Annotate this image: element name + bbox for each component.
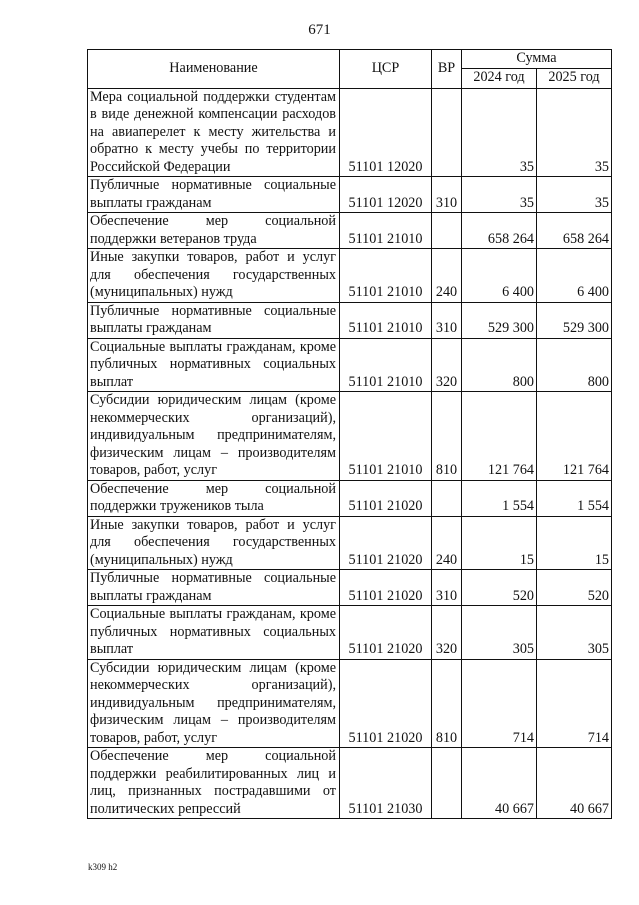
row-name-cell: Субсидии юридическим лицам (кроме некоммерческих организаций), индивидуальным предпринимателям, физическим лицам – производителям товаров, работ, услуг <box>88 392 340 481</box>
table-row <box>88 748 612 819</box>
row-vr-cell <box>432 88 462 177</box>
row-sum-2025-cell: 35 <box>537 88 612 177</box>
row-name-cell: Иные закупки товаров, работ и услуг для обеспечения государственных (муниципальных) нужд <box>88 249 340 303</box>
table-row <box>88 213 612 249</box>
row-sum-2024-cell: 800 <box>462 338 537 392</box>
row-csr-cell: 51101 21020 <box>340 480 432 516</box>
row-sum-2025-cell: 15 <box>537 516 612 570</box>
row-csr-cell: 51101 21030 <box>340 748 432 819</box>
table-row <box>88 516 612 570</box>
row-name-cell: Публичные нормативные социальные выплаты гражданам <box>88 570 340 606</box>
row-sum-2025-cell: 800 <box>537 338 612 392</box>
header-sum: Сумма <box>462 50 612 69</box>
table-row <box>88 302 612 338</box>
row-sum-2025-cell: 529 300 <box>537 302 612 338</box>
row-sum-2024-cell: 1 554 <box>462 480 537 516</box>
table-row <box>88 570 612 606</box>
row-csr-cell: 51101 21010 <box>340 302 432 338</box>
row-sum-2025-cell: 714 <box>537 659 612 748</box>
row-vr-cell: 310 <box>432 177 462 213</box>
row-csr-cell: 51101 21020 <box>340 516 432 570</box>
row-name-cell: Мера социальной поддержки студентам в виде денежной компенсации расходов на авиаперелет к месту жительства и обратно к месту учебы по территории Российской Федерации <box>88 88 340 177</box>
page-number: 671 <box>308 22 331 38</box>
row-name-cell: Публичные нормативные социальные выплаты гражданам <box>88 302 340 338</box>
row-vr-cell: 240 <box>432 249 462 303</box>
table-row <box>88 88 612 177</box>
row-csr-cell: 51101 12020 <box>340 88 432 177</box>
table-row <box>88 392 612 481</box>
row-sum-2024-cell: 35 <box>462 177 537 213</box>
row-name-cell: Обеспечение мер социальной поддержки ветеранов труда <box>88 213 340 249</box>
row-vr-cell: 310 <box>432 302 462 338</box>
row-vr-cell: 810 <box>432 659 462 748</box>
row-vr-cell: 810 <box>432 392 462 481</box>
row-name-cell: Обеспечение мер социальной поддержки реабилитированных лиц и лиц, признанных пострадавшими от политических репрессий <box>88 748 340 819</box>
table-row <box>88 177 612 213</box>
row-sum-2024-cell: 6 400 <box>462 249 537 303</box>
row-sum-2025-cell: 305 <box>537 606 612 660</box>
row-sum-2024-cell: 520 <box>462 570 537 606</box>
row-csr-cell: 51101 12020 <box>340 177 432 213</box>
budget-table <box>87 49 612 819</box>
row-vr-cell <box>432 480 462 516</box>
row-csr-cell: 51101 21010 <box>340 213 432 249</box>
header-year-2024: 2024 год <box>462 68 537 88</box>
row-name-cell: Публичные нормативные социальные выплаты гражданам <box>88 177 340 213</box>
row-csr-cell: 51101 21010 <box>340 338 432 392</box>
row-sum-2024-cell: 305 <box>462 606 537 660</box>
table-row <box>88 606 612 660</box>
table-row <box>88 249 612 303</box>
row-sum-2025-cell: 35 <box>537 177 612 213</box>
row-sum-2025-cell: 1 554 <box>537 480 612 516</box>
row-sum-2025-cell: 121 764 <box>537 392 612 481</box>
row-vr-cell: 320 <box>432 338 462 392</box>
row-name-cell: Социальные выплаты гражданам, кроме публичных нормативных социальных выплат <box>88 338 340 392</box>
row-csr-cell: 51101 21020 <box>340 659 432 748</box>
row-vr-cell <box>432 748 462 819</box>
row-vr-cell <box>432 213 462 249</box>
row-sum-2024-cell: 15 <box>462 516 537 570</box>
row-sum-2024-cell: 529 300 <box>462 302 537 338</box>
table-header <box>88 50 612 89</box>
header-name: Наименование <box>88 50 340 89</box>
row-sum-2024-cell: 40 667 <box>462 748 537 819</box>
row-name-cell: Иные закупки товаров, работ и услуг для обеспечения государственных (муниципальных) нужд <box>88 516 340 570</box>
row-sum-2025-cell: 6 400 <box>537 249 612 303</box>
row-sum-2024-cell: 714 <box>462 659 537 748</box>
row-vr-cell: 310 <box>432 570 462 606</box>
row-csr-cell: 51101 21010 <box>340 392 432 481</box>
row-sum-2025-cell: 40 667 <box>537 748 612 819</box>
header-year-2025: 2025 год <box>537 68 612 88</box>
row-vr-cell: 320 <box>432 606 462 660</box>
row-name-cell: Обеспечение мер социальной поддержки тружеников тыла <box>88 480 340 516</box>
table-row <box>88 659 612 748</box>
row-sum-2025-cell: 658 264 <box>537 213 612 249</box>
row-name-cell: Социальные выплаты гражданам, кроме публичных нормативных социальных выплат <box>88 606 340 660</box>
row-csr-cell: 51101 21020 <box>340 570 432 606</box>
row-name-cell: Субсидии юридическим лицам (кроме некоммерческих организаций), индивидуальным предпринимателям, физическим лицам – производителям товаров, работ, услуг <box>88 659 340 748</box>
header-csr: ЦСР <box>340 50 432 89</box>
row-sum-2025-cell: 520 <box>537 570 612 606</box>
row-csr-cell: 51101 21020 <box>340 606 432 660</box>
row-sum-2024-cell: 121 764 <box>462 392 537 481</box>
table-row <box>88 480 612 516</box>
table-row <box>88 338 612 392</box>
row-sum-2024-cell: 35 <box>462 88 537 177</box>
row-csr-cell: 51101 21010 <box>340 249 432 303</box>
row-sum-2024-cell: 658 264 <box>462 213 537 249</box>
header-vr: ВР <box>432 50 462 89</box>
footer-code: k309 h2 <box>88 862 118 872</box>
table-body <box>88 88 612 819</box>
row-vr-cell: 240 <box>432 516 462 570</box>
